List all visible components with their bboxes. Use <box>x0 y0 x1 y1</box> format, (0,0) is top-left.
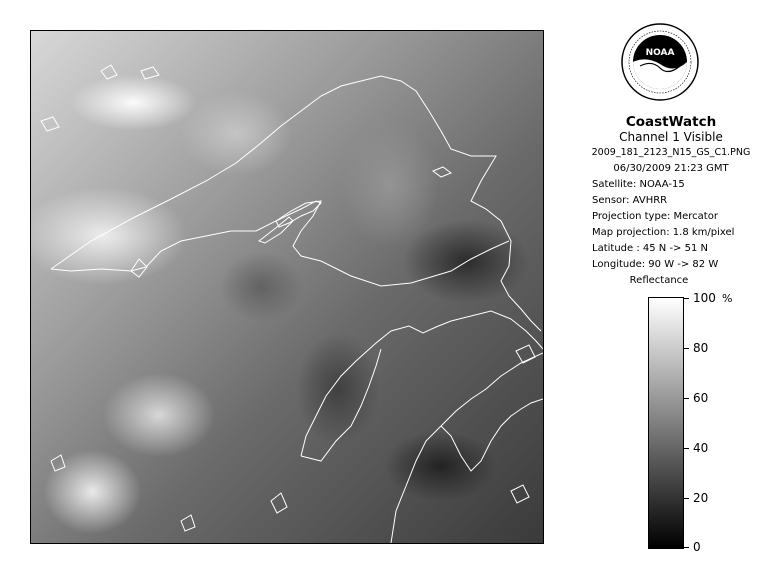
lake-huron-shoreline <box>391 353 543 543</box>
app-title: CoastWatch <box>625 114 717 130</box>
inland-lake-3 <box>101 65 117 79</box>
noaa-logo-text: NOAA <box>645 48 675 58</box>
inland-lake-8 <box>51 455 65 471</box>
colorbar-tick-label: 60 <box>693 391 709 405</box>
satellite-image <box>30 30 544 544</box>
inland-lake-5 <box>41 117 59 131</box>
satellite-label: Satellite: NOAA-15 <box>592 179 685 190</box>
colorbar-tick-label: 100 <box>693 291 716 305</box>
colorbar-tick <box>683 398 689 399</box>
longitude-label: Longitude: 90 W -> 82 W <box>592 259 719 270</box>
green-bay-shoreline <box>301 349 381 461</box>
channel-label: Channel 1 Visible <box>619 130 723 144</box>
lake-superior-south-shore <box>51 201 509 286</box>
lake-michigan-shoreline <box>301 311 543 456</box>
colorbar-tick <box>683 498 689 499</box>
scale-title: Reflectance <box>629 275 689 286</box>
sensor-label: Sensor: AVHRR <box>592 195 668 206</box>
inland-lake-9 <box>181 515 195 531</box>
projection-type-label: Projection type: Mercator <box>592 211 718 222</box>
reflectance-colorbar <box>648 297 684 549</box>
inland-lake-4 <box>141 67 159 79</box>
colorbar-tick-label: 20 <box>693 491 709 505</box>
colorbar-tick-label: 0 <box>693 540 701 554</box>
filename-label: 2009_181_2123_N15_GS_C1.PNG <box>591 147 751 158</box>
coastline-overlay <box>31 31 543 543</box>
inland-lake-2 <box>271 493 287 513</box>
lake-superior-shoreline <box>51 76 541 331</box>
noaa-logo <box>620 22 700 102</box>
inland-lake-1 <box>433 167 451 177</box>
colorbar-tick <box>683 448 689 449</box>
scale-unit-label: % <box>722 292 733 305</box>
colorbar-tick <box>683 298 689 299</box>
inland-lake-6 <box>131 259 147 277</box>
datetime-label: 06/30/2009 21:23 GMT <box>613 163 729 174</box>
inland-lake-7 <box>516 345 535 363</box>
colorbar-tick <box>683 547 689 548</box>
colorbar-tick-label: 80 <box>693 341 709 355</box>
colorbar-tick <box>683 348 689 349</box>
lake-huron-inner-shore <box>441 399 543 471</box>
inland-lake-10 <box>511 485 529 503</box>
latitude-label: Latitude : 45 N -> 51 N <box>592 243 708 254</box>
colorbar-tick-label: 40 <box>693 441 709 455</box>
map-projection-label: Map projection: 1.8 km/pixel <box>592 227 735 238</box>
